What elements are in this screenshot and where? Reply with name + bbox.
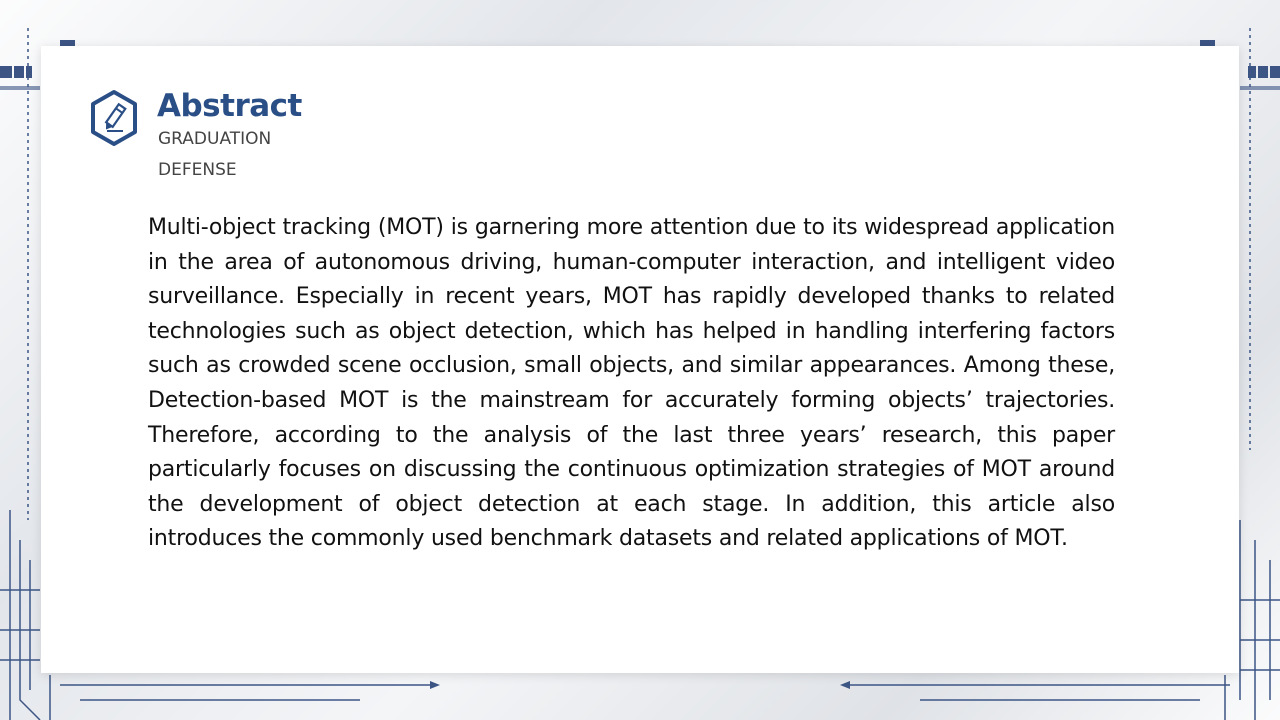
pencil-hexagon-icon xyxy=(89,89,139,147)
page-title: Abstract xyxy=(157,88,302,124)
content-card xyxy=(41,46,1239,673)
page-subtitle: GRADUATION DEFENSE xyxy=(158,129,272,180)
abstract-paragraph: Multi-object tracking (MOT) is garnering more attention due to its widespread application in the area of autonomous driving, human-computer interaction, and intelligent video surveillance. Especially in recent years, MOT has rapidly developed thanks to related technologies such as object detection, which has helped in handling interfering factors such as crowded scene occlusion, small objects, and similar appearances. Among these, Detection-based MOT is the mainstream for accurately forming objects’ trajectories. Therefore, according to the analysis of the last three years’ research, this paper particularly focuses on discussing the continuous optimization strategies of MOT around the development of object detection at each stage. In addition, this article also introduces the commonly used benchmark datasets and related applications of MOT. xyxy=(148,215,1115,552)
